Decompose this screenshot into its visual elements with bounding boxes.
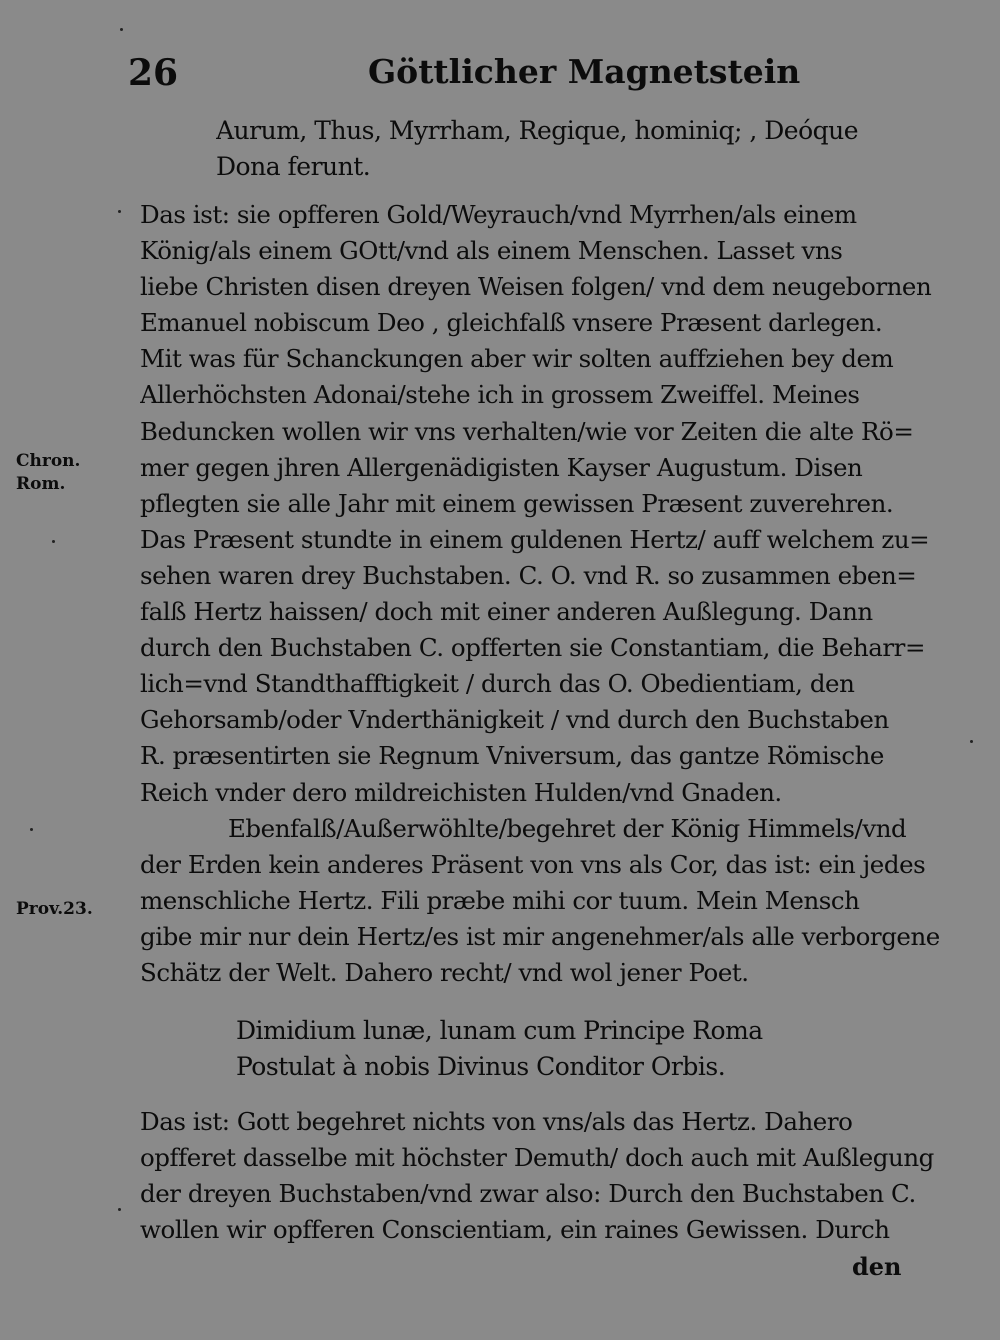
scan-speck: [52, 540, 55, 543]
text-line: menschliche Hertz. Fili præbe mihi cor tuum. Mein Mensch: [140, 886, 860, 916]
paragraph-1: [140, 197, 940, 811]
text-line: Emanuel nobiscum Deo , gleichfalß vnsere Præsent darlegen.: [140, 308, 883, 338]
text-line: Reich vnder dero mildreichisten Hulden/vnd Gnaden.: [140, 777, 782, 807]
verse-line: Dona ferunt.: [216, 152, 371, 181]
margin-note-chron: [16, 450, 80, 496]
verse-line: Postulat à nobis Divinus Conditor Orbis.: [236, 1052, 726, 1081]
text-line: falß Hertz haissen/ doch mit einer anderen Außlegung. Dann: [140, 597, 873, 627]
text-line: Schätz der Welt. Dahero recht/ vnd wol jener Poet.: [140, 958, 749, 988]
margin-note-line: Prov.23.: [16, 899, 93, 919]
text-line: Das ist: sie opfferen Gold/Weyrauch/vnd Myrrhen/als einem: [140, 200, 857, 229]
text-line: Allerhöchsten Adonai/stehe ich in grossem Zweiffel. Meines: [140, 380, 860, 410]
text-line: gibe mir nur dein Hertz/es ist mir angenehmer/als alle verborgene: [140, 922, 940, 952]
text-line: liebe Christen disen dreyen Weisen folgen/ vnd dem neugebornen: [140, 272, 932, 302]
scan-speck: [30, 828, 33, 831]
text-line: mer gegen jhren Allergenädigisten Kayser Augustum. Disen: [140, 452, 863, 482]
text-line: Ebenfalß/Außerwöhlte/begehret der König Himmels/vnd: [228, 814, 907, 843]
scan-speck: [120, 28, 123, 31]
text-line: Mit was für Schanckungen aber wir solten auffziehen bey dem: [140, 344, 894, 374]
scan-speck: [118, 1208, 121, 1211]
text-line: lich=vnd Standthafftigkeit / durch das O. Obedientiam, den: [140, 669, 855, 699]
text-line: sehen waren drey Buchstaben. C. O. vnd R. so zusammen eben=: [140, 560, 917, 590]
paragraph-3: [140, 1104, 940, 1248]
margin-note-prov: [16, 898, 93, 921]
text-line: R. præsentirten sie Regnum Vniversum, das gantze Römische: [140, 741, 884, 771]
text-line: der dreyen Buchstaben/vnd zwar also: Durch den Buchstaben C.: [140, 1179, 916, 1209]
scan-speck: [970, 740, 973, 743]
text-line: opfferet dasselbe mit höchster Demuth/ doch auch mit Außlegung: [140, 1143, 934, 1173]
running-title: Göttlicher Magnetstein: [368, 52, 801, 91]
text-line: Das Præsent stundte in einem guldenen Hertz/ auff welchem zu=: [140, 524, 930, 554]
margin-note-line: Chron.: [16, 451, 81, 471]
scan-speck: [118, 210, 121, 213]
text-line: durch den Buchstaben C. opfferten sie Constantiam, die Beharr=: [140, 633, 926, 663]
verse-top: [216, 113, 896, 185]
page-header: [128, 52, 928, 102]
verse-line: Dimidium lunæ, lunam cum Principe Roma: [236, 1016, 763, 1045]
text-line: Das ist: Gott begehret nichts von vns/als das Hertz. Dahero: [140, 1107, 853, 1136]
catchword: den: [852, 1252, 902, 1281]
page-number: 26: [128, 52, 179, 94]
text-line: pflegten sie alle Jahr mit einem gewissen Præsent zuverehren.: [140, 488, 894, 518]
text-line: König/als einem GOtt/vnd als einem Menschen. Lasset vns: [140, 236, 843, 266]
text-line: Beduncken wollen wir vns verhalten/wie vor Zeiten die alte Rö=: [140, 416, 914, 446]
text-line: Gehorsamb/oder Vnderthänigkeit / vnd durch den Buchstaben: [140, 705, 889, 735]
paragraph-2: [140, 811, 940, 991]
margin-note-line: Rom.: [16, 474, 66, 494]
text-line: der Erden kein anderes Präsent von vns als Cor, das ist: ein jedes: [140, 850, 926, 880]
text-line: wollen wir opfferen Conscientiam, ein raines Gewissen. Durch: [140, 1215, 890, 1245]
verse-line: Aurum, Thus, Myrrham, Regique, hominiq; , Deóque: [216, 116, 859, 145]
verse-middle: [236, 1013, 916, 1085]
